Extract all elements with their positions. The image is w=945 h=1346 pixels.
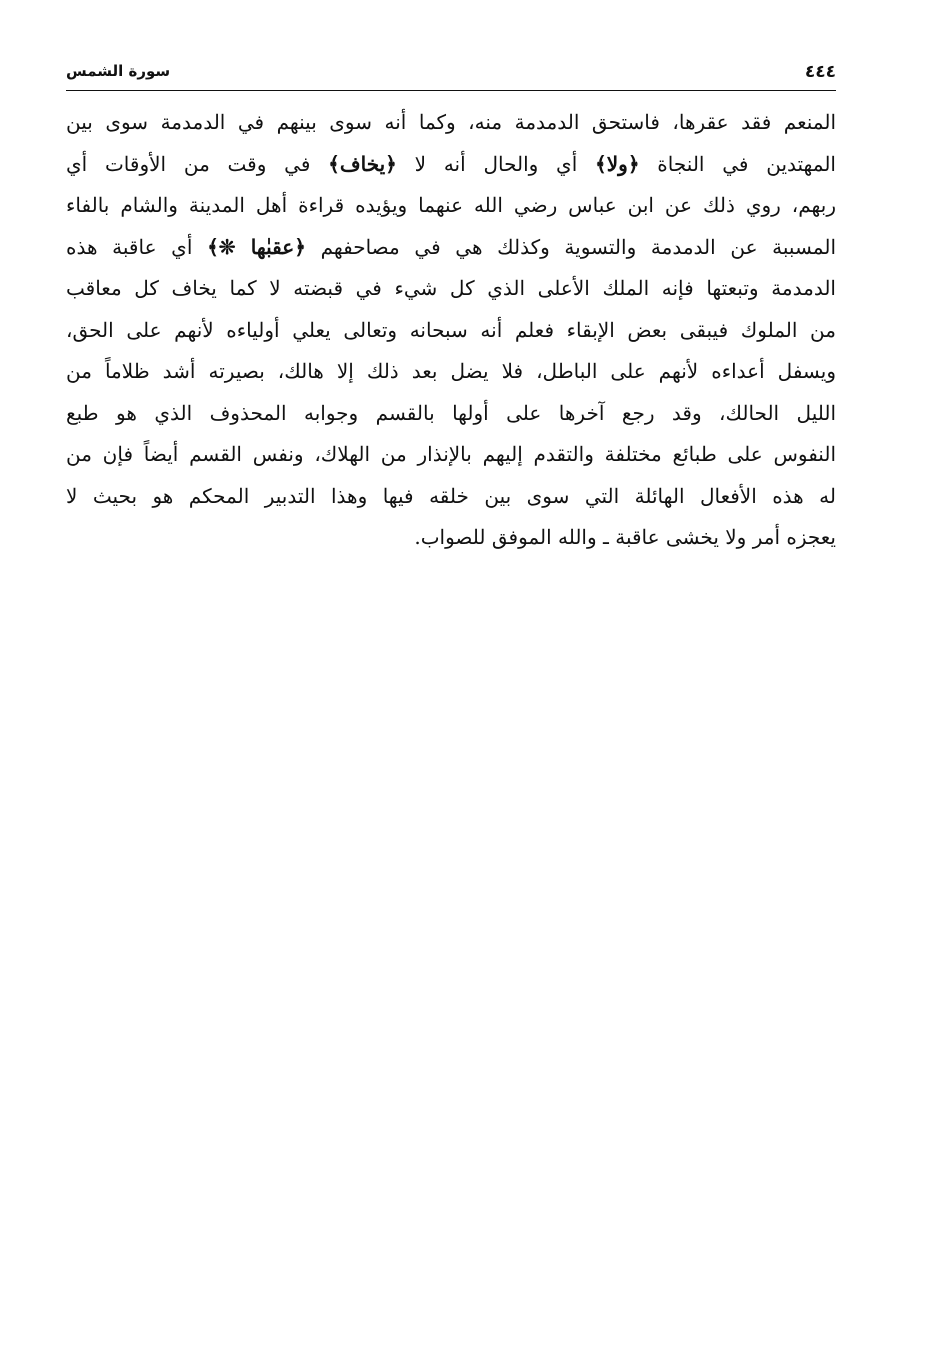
quran-quote: ﴿ولا﴾ [595,151,640,176]
text-line [66,185,836,227]
text-run: أي والحال أنه لا [396,151,596,176]
text-line [66,393,836,435]
text-run: ربهم، روي ذلك عن ابن عباس رضي الله عنهما ويؤيده قراءة أهل المدينة والشام بالفاء [66,193,836,217]
text-run: المنعم فقد عقرها، فاستحق الدمدمة منه، وكما أنه سوى بينهم في الدمدمة سوى بين [66,110,837,134]
quran-quote: ﴿يخاف﴾ [328,151,397,176]
page-number: ٤٤٤ [804,62,836,82]
text-run: ويسفل أعداءه لأنهم على الباطل، فلا يضل بعد ذلك إلا هالك، بصيرته أشد ظلاماً من [66,359,836,383]
text-run: المهتدين في النجاة [639,151,836,176]
body-text [66,102,836,559]
text-line [66,227,836,269]
running-header [66,60,836,90]
text-run: له هذه الأفعال الهائلة التي سوى بين خلقه فيها وهذا التدبير المحكم هو بحيث لا [66,483,836,508]
text-line [66,268,836,310]
text-run: المسببة عن الدمدمة والتسوية وكذلك هي في مصاحفهم [305,234,837,259]
text-line [66,310,836,352]
text-run: من الملوك فيبقى بعض الإبقاء فعلم أنه سبحانه وتعالى يعلي أولياءه لأنهم على الحق، [66,317,836,342]
text-run: في وقت من الأوقات أي [66,151,329,176]
text-line [66,517,836,559]
text-run: يعجزه أمر ولا يخشى عاقبة ـ والله الموفق للصواب. [414,525,836,549]
text-run: الليل الحالك، وقد رجع آخرها على أولها بالقسم وجوابه المحذوف الذي هو طبع [66,400,836,425]
text-run: أي عاقبة هذه [66,234,208,259]
surah-title: سورة الشمس [66,62,171,80]
text-run: الدمدمة وتبعتها فإنه الملك الأعلى الذي كل شيء في قبضته لا كما يخاف كل معاقب [66,276,836,300]
text-run: النفوس على طبائع مختلفة والتقدم إليهم بالإنذار من الهلاك، ونفس القسم أيضاً فإن من [66,442,836,466]
text-line [66,102,836,144]
text-line [66,434,836,476]
quran-quote: ﴿عقبٰها ❊﴾ [207,234,306,259]
text-line [66,144,836,186]
text-line [66,476,836,518]
text-line [66,351,836,393]
header-rule [66,90,836,91]
